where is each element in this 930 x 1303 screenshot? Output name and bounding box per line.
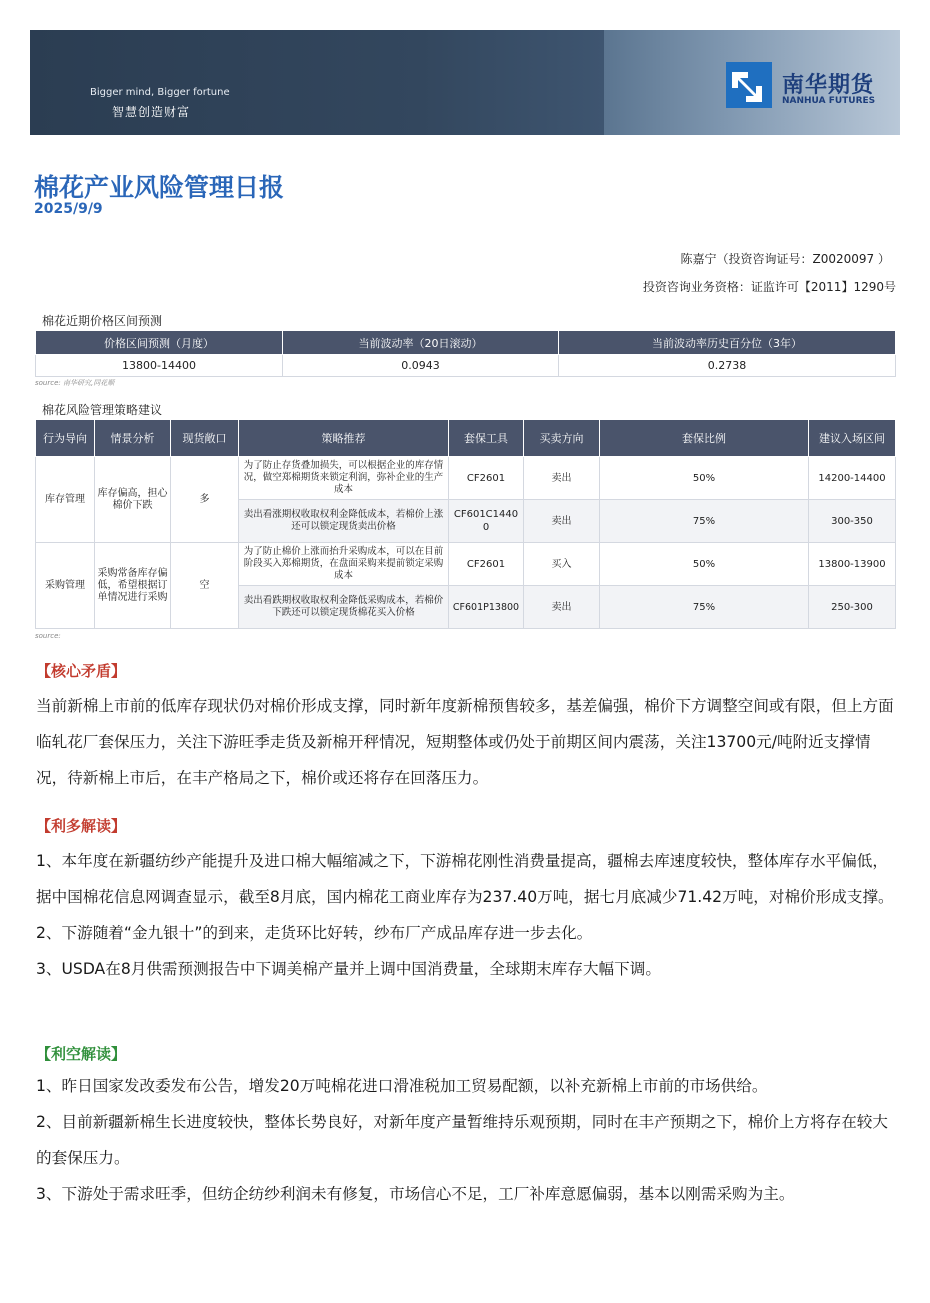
behavior-cell: 采购管理 — [36, 543, 95, 629]
scenario-cell: 库存偏高，担心棉价下跌 — [95, 457, 171, 543]
slogan-cn: 智慧创造财富 — [112, 105, 191, 119]
logo-text-cn: 南华期货 — [782, 73, 875, 98]
bearish-list — [36, 1068, 894, 1212]
table-header: 策略推荐 — [239, 420, 449, 457]
table-cell: 13800-14400 — [36, 355, 283, 377]
table-row — [36, 543, 896, 586]
strategy-table-source: source: — [35, 632, 61, 640]
exposure-cell: 空 — [171, 543, 239, 629]
strategy-cell: 卖出看跌期权收取权利金降低采购成本，若棉价下跌还可以锁定现货棉花买入价格 — [239, 586, 449, 629]
report-date: 2025/9/9 — [34, 201, 103, 217]
table-header: 现货敞口 — [171, 420, 239, 457]
license-info: 投资咨询业务资格：证监许可【2011】1290号 — [642, 280, 896, 294]
table-header: 套保比例 — [600, 420, 809, 457]
behavior-cell: 库存管理 — [36, 457, 95, 543]
strategy-cell: 卖出看涨期权收取权利金降低成本，若棉价上涨还可以锁定现货卖出价格 — [239, 500, 449, 543]
ratio-cell: 75% — [600, 500, 809, 543]
core-paragraph: 当前新棉上市前的低库存现状仍对棉价形成支撑，同时新年度新棉预售较多，基差偏强，棉价下方调整空间或有限，但上方面临轧花厂套保压力，关注下游旺季走货及新棉开秤情况，短期整体或仍处于前期区间内震荡，关注13700元/吨附近支撑情况，待新棉上市后，在丰产格局之下，棉价或还将存在回落压力。 — [36, 697, 894, 787]
ratio-cell: 50% — [600, 543, 809, 586]
ratio-cell: 75% — [600, 586, 809, 629]
direction-cell: 买入 — [524, 543, 600, 586]
price-table-label: 棉花近期价格区间预测 — [42, 314, 163, 328]
tool-cell: CF601C14400 — [449, 500, 524, 543]
company-logo — [726, 60, 896, 110]
range-cell: 13800-13900 — [809, 543, 896, 586]
table-header: 套保工具 — [449, 420, 524, 457]
range-cell: 14200-14400 — [809, 457, 896, 500]
strategy-cell: 为了防止存货叠加损失，可以根据企业的库存情况，做空郑棉期货来锁定利润，弥补企业的生产成本 — [239, 457, 449, 500]
price-forecast-table — [35, 330, 896, 377]
header-banner — [30, 30, 900, 135]
bullish-item: 2、下游随着“金九银十”的到来，走货环比好转，纱布厂产成品库存进一步去化。 — [36, 924, 593, 942]
bearish-item: 2、目前新疆新棉生长进度较快，整体长势良好，对新年度产量暂维持乐观预期，同时在丰产预期之下，棉价上方将存在较大的套保压力。 — [36, 1113, 888, 1167]
tool-cell: CF601P13800 — [449, 586, 524, 629]
tool-cell: CF2601 — [449, 543, 524, 586]
scenario-cell: 采购常备库存偏低，希望根据订单情况进行采购 — [95, 543, 171, 629]
bullish-item: 1、本年度在新疆纺纱产能提升及进口棉大幅缩减之下，下游棉花刚性消费量提高，疆棉去库速度较快，整体库存水平偏低，据中国棉花信息网调查显示，截至8月底，国内棉花工商业库存为237.40万吨，据七月底减少71.42万吨，对棉价形成支撑。 — [36, 852, 894, 906]
range-cell: 300-350 — [809, 500, 896, 543]
analyst-info: 陈嘉宁（投资咨询证号：Z0020097 ） — [680, 252, 890, 266]
bearish-item: 3、下游处于需求旺季，但纺企纺纱利润未有修复，市场信心不足，工厂补库意愿偏弱，基本以刚需采购为主。 — [36, 1185, 795, 1203]
nanhua-logo-icon — [726, 62, 772, 108]
ratio-cell: 50% — [600, 457, 809, 500]
bullish-item: 3、USDA在8月供需预测报告中下调美棉产量并上调中国消费量，全球期末库存大幅下调。 — [36, 960, 661, 978]
core-heading: 【核心矛盾】 — [36, 662, 127, 680]
strategy-table-label: 棉花风险管理策略建议 — [42, 403, 163, 417]
direction-cell: 卖出 — [524, 457, 600, 500]
table-cell: 0.0943 — [283, 355, 559, 377]
table-header: 当前波动率（20日滚动） — [283, 331, 559, 355]
table-cell: 0.2738 — [559, 355, 896, 377]
bearish-item: 1、昨日国家发改委发布公告，增发20万吨棉花进口滑准税加工贸易配额，以补充新棉上市前的市场供给。 — [36, 1077, 768, 1095]
table-header: 建议入场区间 — [809, 420, 896, 457]
table-header: 买卖方向 — [524, 420, 600, 457]
table-row — [36, 355, 896, 377]
table-header: 当前波动率历史百分位（3年） — [559, 331, 896, 355]
exposure-cell: 多 — [171, 457, 239, 543]
table-header: 价格区间预测（月度） — [36, 331, 283, 355]
bearish-heading: 【利空解读】 — [36, 1045, 127, 1063]
tool-cell: CF2601 — [449, 457, 524, 500]
price-table-source: source: 南华研究,同花顺 — [35, 379, 115, 387]
table-header: 情景分析 — [95, 420, 171, 457]
table-row — [36, 457, 896, 500]
strategy-table — [35, 419, 896, 629]
logo-text-en: NANHUA FUTURES — [782, 96, 876, 106]
direction-cell: 卖出 — [524, 500, 600, 543]
direction-cell: 卖出 — [524, 586, 600, 629]
slogan-en: Bigger mind, Bigger fortune — [90, 87, 230, 98]
bullish-heading: 【利多解读】 — [36, 817, 127, 835]
bullish-list — [36, 843, 894, 987]
table-header: 行为导向 — [36, 420, 95, 457]
report-title: 棉花产业风险管理日报 — [34, 173, 285, 202]
strategy-cell: 为了防止棉价上涨而抬升采购成本，可以在目前阶段买入郑棉期货，在盘面采购来提前锁定采购成本 — [239, 543, 449, 586]
range-cell: 250-300 — [809, 586, 896, 629]
